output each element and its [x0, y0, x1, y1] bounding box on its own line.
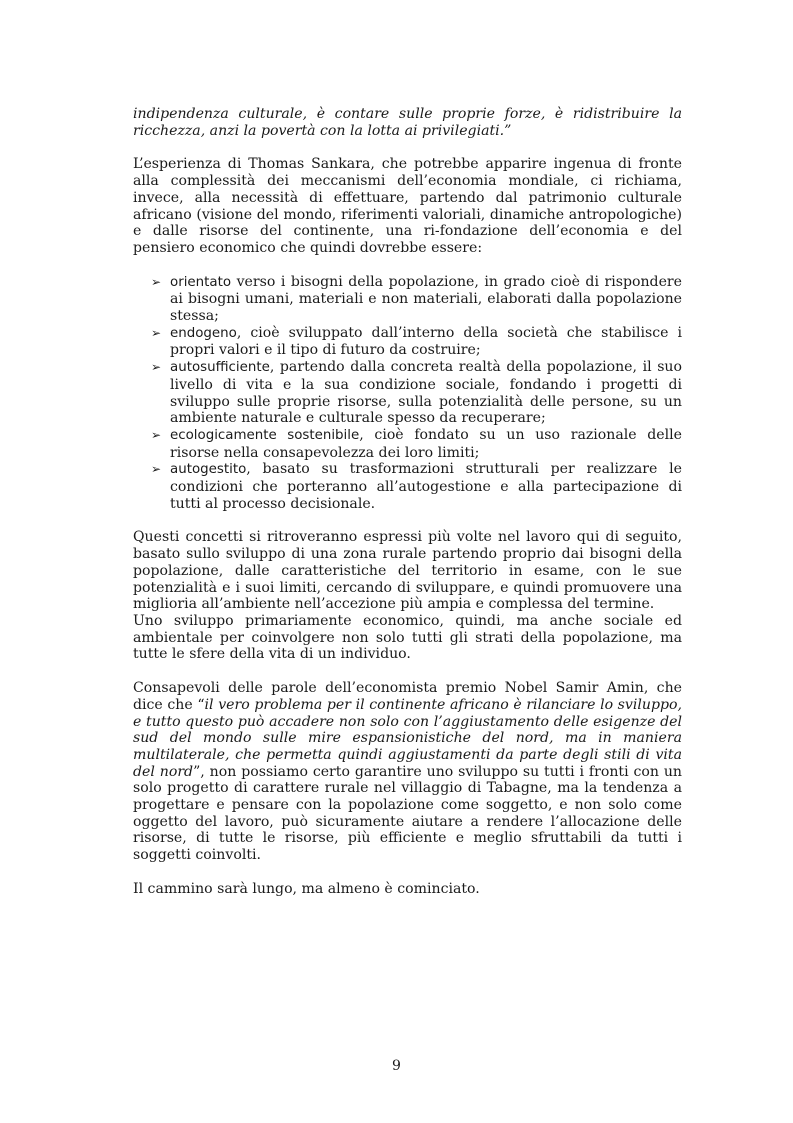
list-item-text: verso i bisogni della popolazione, in grado cioè di rispondere ai bisogni umani, materiali e non materiali, elaborati dalla popolazione stessa; [170, 273, 682, 325]
list-item-text: , partendo dalla concreta realtà della popolazione, il suo livello di vita e la sua condizione sociale, fondando i progetti di sviluppo sulle proprie risorse, sulla potenzialità delle persone, su un ambiente naturale e culturale spesso da recuperare; [170, 359, 682, 427]
economy-characteristics-list [133, 274, 682, 513]
list-item-term: orientato [170, 274, 232, 290]
list-item-term: autosufficiente [170, 360, 270, 376]
list-item-text: , basato su trasformazioni strutturali per realizzare le condizioni che porteranno all’autogestione e alla partecipazione di tutti al processo decisionale. [170, 461, 682, 512]
paragraph-samir-amin-intro: Consapevoli delle parole dell’economista premio Nobel Samir Amin, che dice che “ [133, 680, 682, 713]
document-body [133, 106, 682, 898]
list-item-term: endogeno [170, 325, 237, 341]
list-item [133, 274, 682, 325]
list-item-text: , cioè sviluppato dall’interno della società che stabilisce i propri valori e il tipo di futuro da costruire; [170, 324, 682, 359]
paragraph-development: Uno sviluppo primariamente economico, quindi, ma anche sociale ed ambientale per coinvolgere non solo tutti gli strati della popolazione, ma tutte le sfere della vita di un individuo. [133, 612, 682, 663]
arrow-bullet-icon: ➢ [151, 274, 162, 289]
list-item [133, 325, 682, 359]
intro-quote: indipendenza culturale, è contare sulle proprie forze, è ridistribuire la ricchezza, anzi la povertà con la lotta ai privilegiati.” [133, 106, 682, 139]
list-item-term: autogestito [170, 462, 247, 478]
arrow-bullet-icon: ➢ [151, 427, 162, 442]
arrow-bullet-icon: ➢ [151, 360, 162, 375]
paragraph-samir-amin-rest: ”, non possiamo certo garantire uno sviluppo su tutti i fronti con un solo progetto di carattere rurale nel villaggio di Tabagne, ma la tendenza a progettare e pensare con la popolazione come soggetto, e non solo come oggetto del lavoro, può sicuramente aiutare a rendere l’allocazione delle risorse, di tutte le risorse, più efficiente e meglio sfruttabili da tutti i soggetti coinvolti. [133, 763, 682, 864]
page-number: 9 [392, 1058, 401, 1074]
arrow-bullet-icon: ➢ [151, 462, 162, 477]
arrow-bullet-icon: ➢ [151, 325, 162, 340]
list-item [133, 461, 682, 512]
list-item-text: , cioè fondato su un uso razionale delle risorse nella consapevolezza dei loro limiti; [170, 426, 683, 461]
list-item [133, 427, 682, 461]
list-item-term: ecologicamente sostenibile [170, 427, 360, 443]
list-item [133, 359, 682, 427]
samir-amin-quote: il vero problema per il continente africano è rilanciare lo sviluppo, e tutto questo può accadere non solo con l’aggiustamento delle esigenze del sud del mondo sulle mire espansionistiche del nord, ma in maniera multilaterale, che permetta quindi aggiustamenti da parte degli stili di vita del nord [133, 696, 682, 780]
paragraph-sankara: L’esperienza di Thomas Sankara, che potrebbe apparire ingenua di fronte alla complessità dei meccanismi dell’economia mondiale, ci richiama, invece, alla necessità di effettuare, partendo dal patrimonio culturale africano (visione del mondo, riferimenti valoriali, dinamiche antropologiche) e dalle risorse del continente, una ri-fondazione dell’economia e del pensiero economico che quindi dovrebbe essere: [133, 156, 682, 256]
closing-sentence: Il cammino sarà lungo, ma almeno è cominciato. [133, 880, 480, 897]
paragraph-concepts: Questi concetti si ritroveranno espressi più volte nel lavoro qui di seguito, basato sullo sviluppo di una zona rurale partendo proprio dai bisogni della popolazione, dalle caratteristiche del territorio in esame, con le sue potenzialità e i suoi limiti, cercando di sviluppare, e quindi promuovere una miglioria all’ambiente nell’accezione più ampia e complessa del termine. [133, 529, 682, 613]
paragraph-samir-amin [133, 680, 682, 864]
